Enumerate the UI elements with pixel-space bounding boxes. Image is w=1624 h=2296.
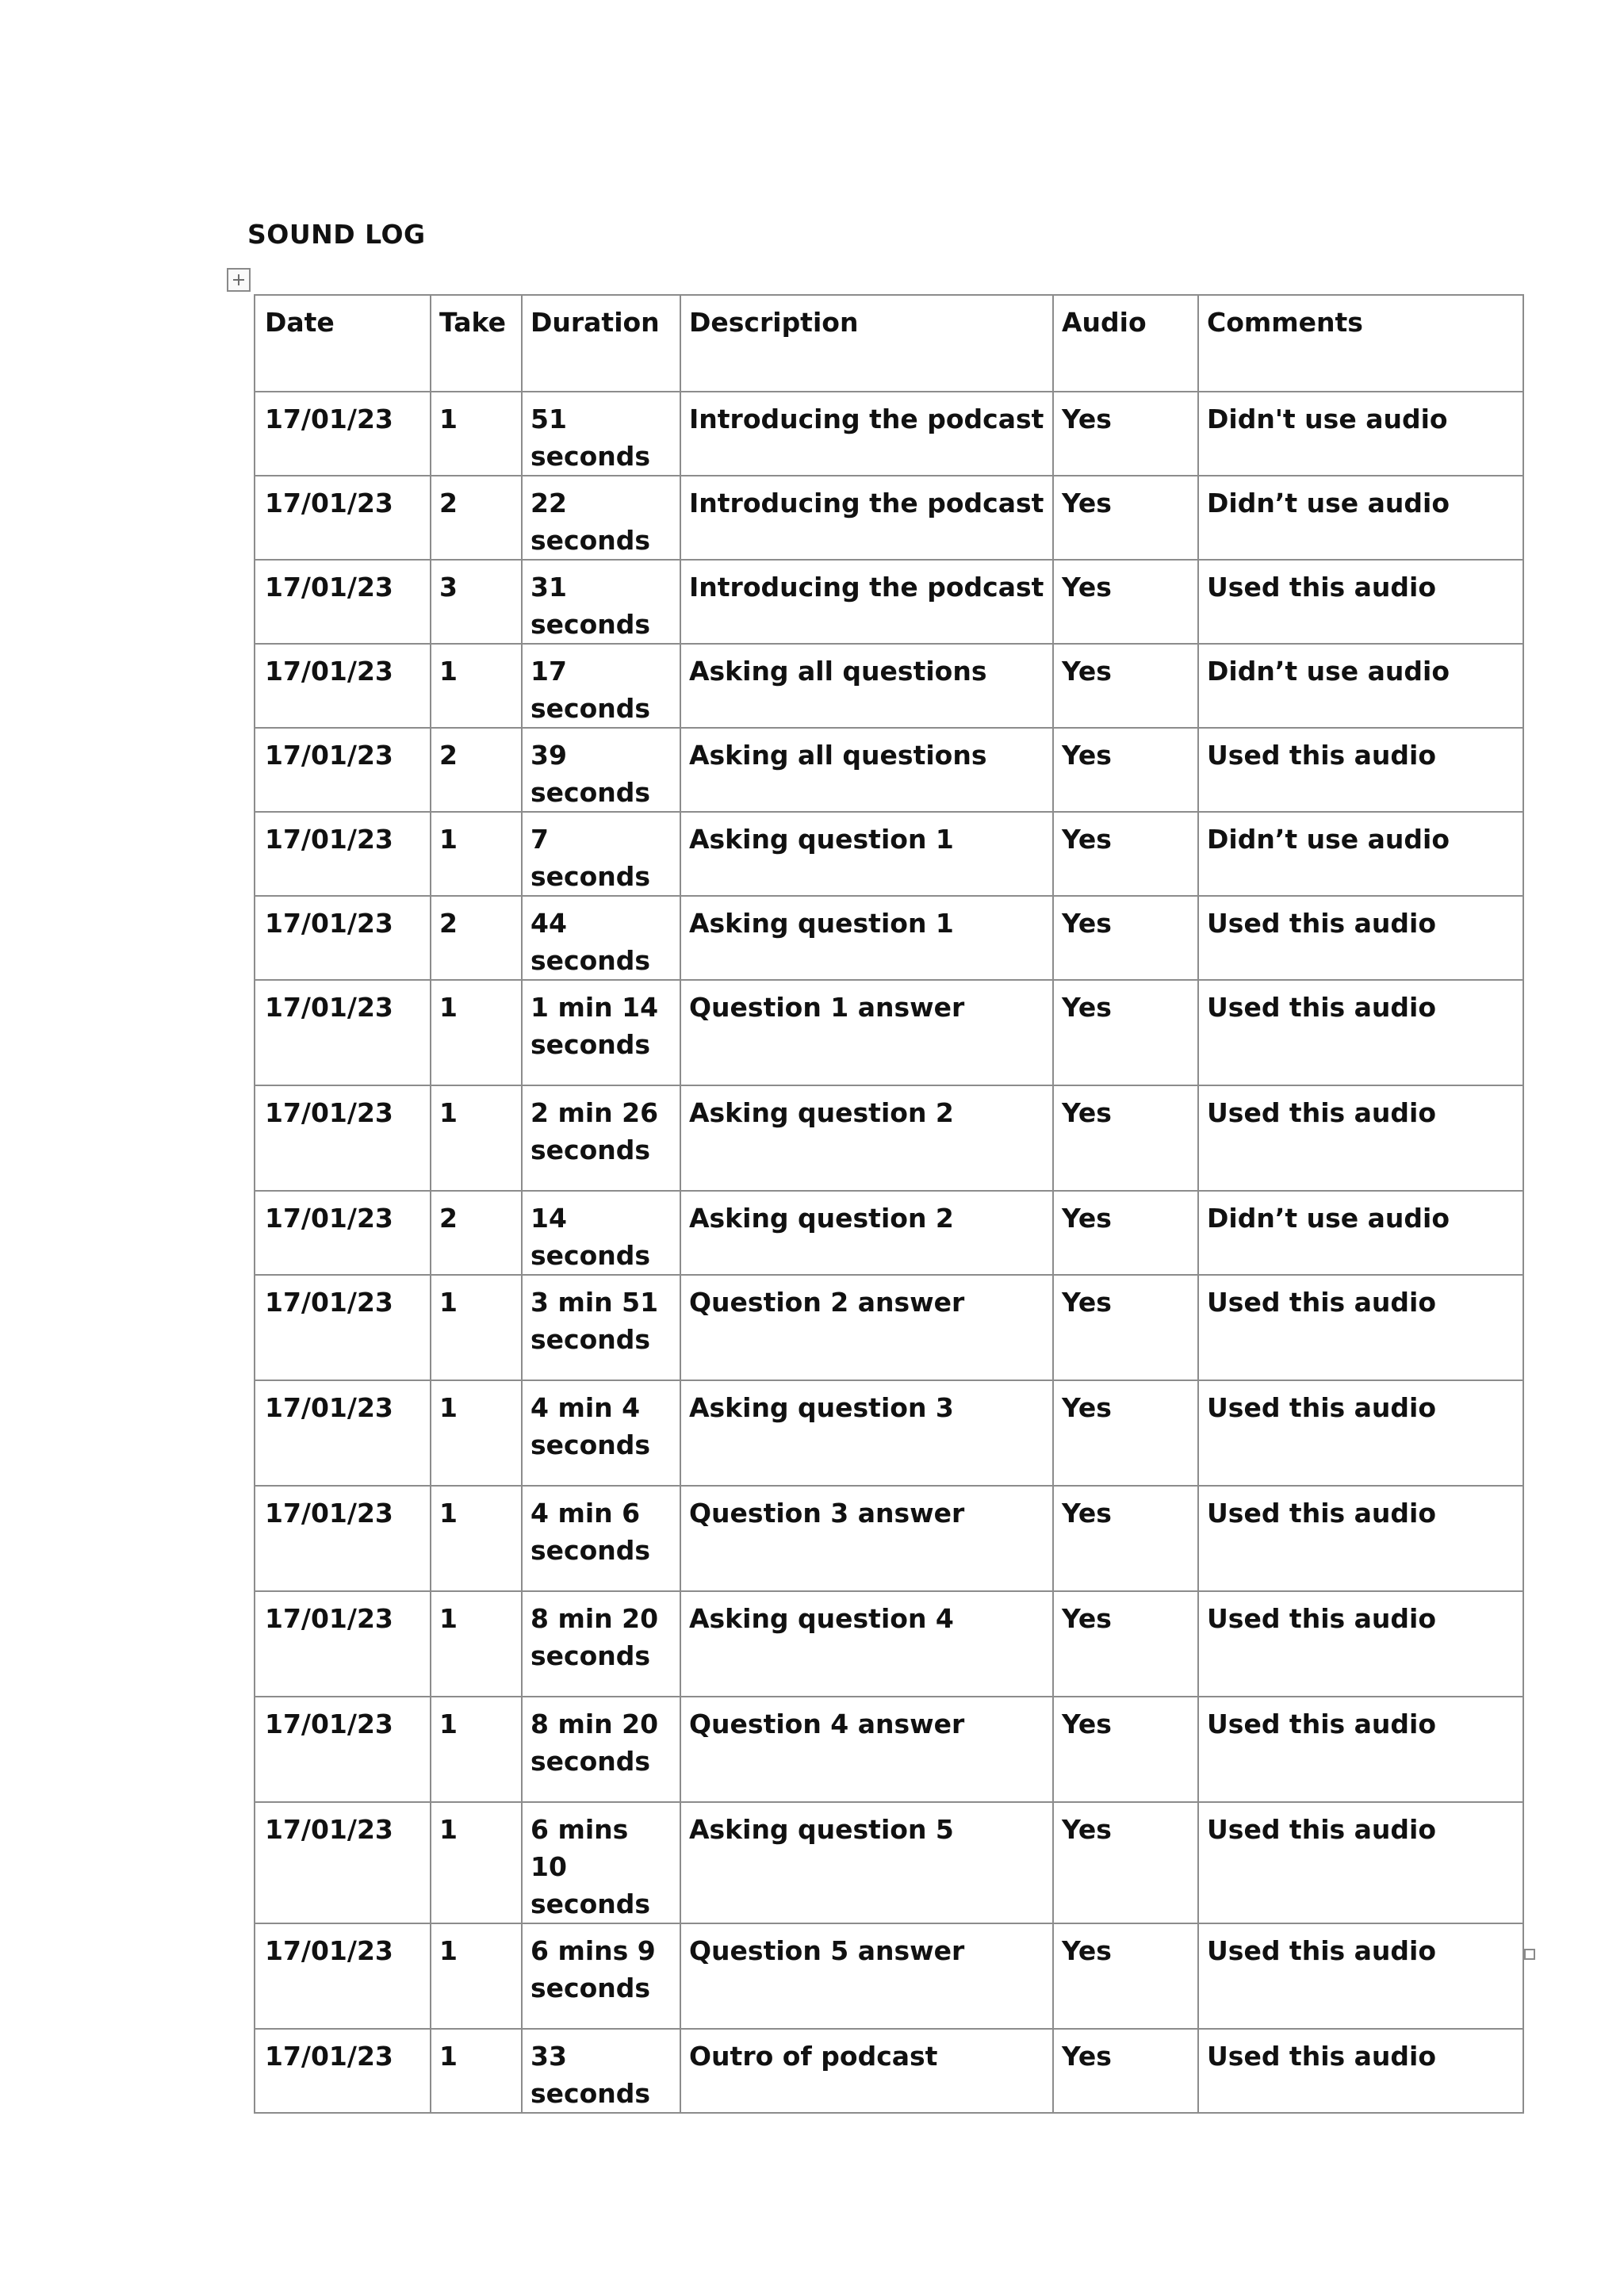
cell-take: 1 <box>431 1697 522 1802</box>
table-header-row <box>255 295 1523 392</box>
cell-take: 1 <box>431 1591 522 1697</box>
cell-comments: Used this audio <box>1198 980 1523 1085</box>
cell-date: 17/01/23 <box>255 1923 431 2029</box>
cell-date: 17/01/23 <box>255 980 431 1085</box>
cell-date: 17/01/23 <box>255 392 431 476</box>
cell-take: 2 <box>431 896 522 980</box>
cell-audio: Yes <box>1053 1802 1198 1923</box>
cell-comments: Used this audio <box>1198 560 1523 644</box>
cell-take: 1 <box>431 1486 522 1591</box>
cell-description: Asking question 4 <box>680 1591 1053 1697</box>
table-row <box>255 1275 1523 1380</box>
table-row <box>255 1923 1523 2029</box>
cell-duration: 51 seconds <box>522 392 680 476</box>
cell-audio: Yes <box>1053 812 1198 896</box>
table-row <box>255 812 1523 896</box>
cell-audio: Yes <box>1053 560 1198 644</box>
cell-comments: Didn’t use audio <box>1198 1191 1523 1275</box>
cell-description: Asking question 3 <box>680 1380 1053 1486</box>
cell-comments: Didn’t use audio <box>1198 812 1523 896</box>
cell-date: 17/01/23 <box>255 896 431 980</box>
cell-date: 17/01/23 <box>255 1591 431 1697</box>
cell-date: 17/01/23 <box>255 1486 431 1591</box>
cell-duration: 4 min 6 seconds <box>522 1486 680 1591</box>
cell-take: 1 <box>431 1923 522 2029</box>
cell-duration: 7 seconds <box>522 812 680 896</box>
cell-duration: 1 min 14 seconds <box>522 980 680 1085</box>
cell-take: 1 <box>431 1802 522 1923</box>
table-row <box>255 1802 1523 1923</box>
cell-date: 17/01/23 <box>255 476 431 560</box>
table-row <box>255 1486 1523 1591</box>
cell-description: Asking all questions <box>680 728 1053 812</box>
cell-comments: Used this audio <box>1198 1923 1523 2029</box>
cell-description: Asking all questions <box>680 644 1053 728</box>
cell-comments: Used this audio <box>1198 1085 1523 1191</box>
cell-description: Asking question 2 <box>680 1085 1053 1191</box>
cell-date: 17/01/23 <box>255 2029 431 2113</box>
cell-comments: Used this audio <box>1198 1380 1523 1486</box>
cell-comments: Used this audio <box>1198 1697 1523 1802</box>
cell-duration: 33 seconds <box>522 2029 680 2113</box>
cell-duration: 44 seconds <box>522 896 680 980</box>
cell-audio: Yes <box>1053 2029 1198 2113</box>
table-resize-handle-icon[interactable] <box>1524 1949 1535 1960</box>
table-row <box>255 2029 1523 2113</box>
cell-take: 3 <box>431 560 522 644</box>
table-row <box>255 560 1523 644</box>
cell-date: 17/01/23 <box>255 1802 431 1923</box>
cell-description: Asking question 2 <box>680 1191 1053 1275</box>
column-header-comments: Comments <box>1198 295 1523 392</box>
cell-audio: Yes <box>1053 476 1198 560</box>
table-row <box>255 1591 1523 1697</box>
cell-duration: 6 mins 9 seconds <box>522 1923 680 2029</box>
cell-take: 1 <box>431 1085 522 1191</box>
cell-description: Asking question 1 <box>680 896 1053 980</box>
cell-take: 1 <box>431 1380 522 1486</box>
cell-comments: Used this audio <box>1198 2029 1523 2113</box>
table-row <box>255 1380 1523 1486</box>
cell-description: Question 4 answer <box>680 1697 1053 1802</box>
cell-audio: Yes <box>1053 644 1198 728</box>
cell-duration: 39 seconds <box>522 728 680 812</box>
cell-take: 1 <box>431 392 522 476</box>
cell-audio: Yes <box>1053 1191 1198 1275</box>
cell-comments: Used this audio <box>1198 1591 1523 1697</box>
cell-duration: 6 mins 10 seconds <box>522 1802 680 1923</box>
cell-audio: Yes <box>1053 1697 1198 1802</box>
cell-description: Asking question 1 <box>680 812 1053 896</box>
column-header-duration: Duration <box>522 295 680 392</box>
cell-duration: 2 min 26 seconds <box>522 1085 680 1191</box>
cell-duration: 8 min 20 seconds <box>522 1697 680 1802</box>
page-title: SOUND LOG <box>247 219 426 250</box>
cell-audio: Yes <box>1053 1380 1198 1486</box>
cell-comments: Didn't use audio <box>1198 392 1523 476</box>
cell-date: 17/01/23 <box>255 1275 431 1380</box>
cell-date: 17/01/23 <box>255 644 431 728</box>
cell-take: 1 <box>431 980 522 1085</box>
cell-comments: Used this audio <box>1198 1486 1523 1591</box>
sound-log-table <box>254 294 1524 2114</box>
table-row <box>255 980 1523 1085</box>
cell-audio: Yes <box>1053 896 1198 980</box>
cell-take: 2 <box>431 1191 522 1275</box>
cell-date: 17/01/23 <box>255 1191 431 1275</box>
cell-duration: 14 seconds <box>522 1191 680 1275</box>
cell-description: Asking question 5 <box>680 1802 1053 1923</box>
cell-date: 17/01/23 <box>255 1380 431 1486</box>
cell-description: Introducing the podcast <box>680 392 1053 476</box>
cell-comments: Didn’t use audio <box>1198 476 1523 560</box>
cell-audio: Yes <box>1053 728 1198 812</box>
cell-duration: 22 seconds <box>522 476 680 560</box>
cell-description: Question 1 answer <box>680 980 1053 1085</box>
table-row <box>255 1191 1523 1275</box>
column-header-audio: Audio <box>1053 295 1198 392</box>
cell-audio: Yes <box>1053 1923 1198 2029</box>
cell-date: 17/01/23 <box>255 1085 431 1191</box>
cell-take: 2 <box>431 728 522 812</box>
cell-comments: Used this audio <box>1198 728 1523 812</box>
cell-duration: 3 min 51 seconds <box>522 1275 680 1380</box>
column-header-take: Take <box>431 295 522 392</box>
cell-description: Introducing the podcast <box>680 476 1053 560</box>
cell-date: 17/01/23 <box>255 728 431 812</box>
cell-comments: Didn’t use audio <box>1198 644 1523 728</box>
table-row <box>255 392 1523 476</box>
cell-duration: 4 min 4 seconds <box>522 1380 680 1486</box>
cell-audio: Yes <box>1053 1275 1198 1380</box>
cell-description: Question 2 answer <box>680 1275 1053 1380</box>
cell-take: 1 <box>431 1275 522 1380</box>
column-header-description: Description <box>680 295 1053 392</box>
column-header-date: Date <box>255 295 431 392</box>
cell-take: 1 <box>431 812 522 896</box>
cell-description: Outro of podcast <box>680 2029 1053 2113</box>
cell-date: 17/01/23 <box>255 812 431 896</box>
cell-duration: 17 seconds <box>522 644 680 728</box>
cell-date: 17/01/23 <box>255 560 431 644</box>
cell-comments: Used this audio <box>1198 1275 1523 1380</box>
cell-date: 17/01/23 <box>255 1697 431 1802</box>
table-row <box>255 1085 1523 1191</box>
cell-comments: Used this audio <box>1198 896 1523 980</box>
cell-comments: Used this audio <box>1198 1802 1523 1923</box>
table-row <box>255 644 1523 728</box>
table-body <box>255 392 1523 2113</box>
cell-audio: Yes <box>1053 1486 1198 1591</box>
table-row <box>255 1697 1523 1802</box>
cell-audio: Yes <box>1053 1085 1198 1191</box>
cell-audio: Yes <box>1053 980 1198 1085</box>
cell-audio: Yes <box>1053 1591 1198 1697</box>
cell-description: Question 5 answer <box>680 1923 1053 2029</box>
table-row <box>255 728 1523 812</box>
cell-take: 1 <box>431 644 522 728</box>
table-row <box>255 476 1523 560</box>
cell-description: Question 3 answer <box>680 1486 1053 1591</box>
cell-take: 2 <box>431 476 522 560</box>
cell-description: Introducing the podcast <box>680 560 1053 644</box>
cell-take: 1 <box>431 2029 522 2113</box>
cell-duration: 31 seconds <box>522 560 680 644</box>
table-row <box>255 896 1523 980</box>
cell-audio: Yes <box>1053 392 1198 476</box>
cell-duration: 8 min 20 seconds <box>522 1591 680 1697</box>
table-move-handle-icon[interactable] <box>227 268 251 292</box>
